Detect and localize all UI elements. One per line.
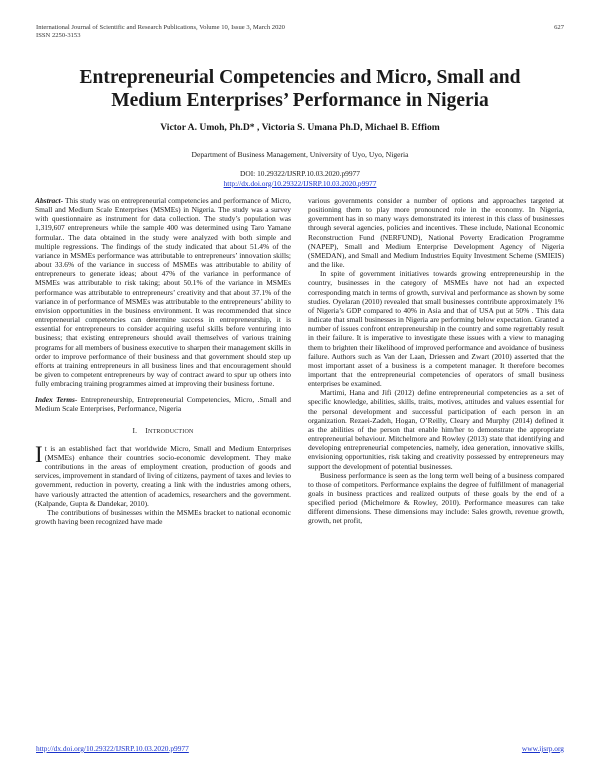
paper-title [40, 66, 560, 112]
body-paragraph-1: various governments consider a number of options and approaches targeted at positioning them to play more pronounced role in the economy. In Nigeria, government has in so many ways demonstrated its interest in this class of businesses through several agencies, policies and incentives. These include, National Economic Reconstruction Fund (NERFUND), National Poverty Eradication Programme (NAPEP), Small and Medium Enterprise Development Agency of Nigeria (SMEDAN), and Small and Medium Industries Equity Investment Scheme (SMIEIS) and the like. [308, 196, 564, 270]
abstract-label: Abstract- [35, 196, 64, 205]
keywords-label: Index Terms [35, 395, 75, 405]
page-footer [36, 744, 564, 753]
abstract [35, 196, 291, 388]
footer-doi-link[interactable]: http://dx.doi.org/10.29322/IJSRP.10.03.2020.p9977 [36, 744, 189, 753]
body-paragraph-2: In spite of government initiatives towards growing entrepreneurship in the country, businesses in the category of MSMEs have not had an expected corresponding match in terms of growth, survival and performance as shown by some studies. Oyelaran (2010) revealed that small businesses contribute approximately 1% of Nigeria’s GDP compared to 40% in Asia and that of USA put at 50% . This data indicate that small businesses in Nigeria are performing below expectation. Granted a number of issues confront entrepreneurship in the country and some regrettably result in their failure. It is imperative to investigate these issues with a view to managing them to brighten their likelihood of improved performance and avoidance of business failure. Authors such as Van der Laan, Driessen and Zwart (2010) asserted that the most important asset of a business is a competent manager. It therefore becomes important that the entrepreneurial competencies of operators of small business enterprises be examined. [308, 269, 564, 389]
drop-cap: I [35, 441, 43, 467]
doi-block [40, 169, 560, 188]
section-heading-introduction: I. INTRODUCTION [132, 425, 194, 435]
doi-text: DOI: 10.29322/IJSRP.10.03.2020.p9977 [240, 169, 360, 178]
footer-site-link[interactable]: www.ijsrp.org [521, 744, 564, 753]
right-column [308, 196, 564, 526]
affiliation: Department of Business Management, University of Uyo, Uyo, Nigeria [191, 150, 409, 159]
doi-link[interactable]: http://dx.doi.org/10.29322/IJSRP.10.03.2020.p9977 [223, 178, 377, 188]
body-paragraph-3: Martimi, Hana and Jifi (2012) define entrepreneurial competencies as a set of specific knowledge, abilities, skills, traits, motives, attitudes and values essential for the personal development and successful participation of each person in an organization. Rezaei-Zadeh, Hogan, O’Reilly, Cleary and Murphy (2014) defined it as the abilities of the person that enable him/her to demonstrate the appropriate entrepreneurial behaviour. Mitchelmore and Rowley (2013) state that identifying and developing entrepreneurial competencies, namely, idea generation, innovative skills, envisioning opportunities, risk taking and creativity possessed by entrepreneurs may support the development of potential businesses. [308, 388, 564, 471]
abstract-text: This study was on entrepreneurial competencies and performance of Micro, Small and Medium Scale Enterprises (MSMEs) in Nigeria. The study was a survey with questionnaire as instrument for data collection. The study’s population was 1,319,607 entrepreneurs while the sample 400 was determined using Taro Yamane formular.. The data obtained in the study were analyzed with both simple and multiple regressions. The findings of the study indicated that about 51.4% of the variance in MSMEs performance was attributable to entrepreneurs’ innovation skills; about 33.6% of the variance in success of MSMEs was attributable to ability of entrepreneurs to generate ideas; about 47% of the variance in performance of MSMEs was attributable to risk taking; about 50.1% of the variance in MSMEs performance was attributable to entrepreneurs’ creativity and that about 37.1% of the variance in of performance of MSMEs was attributable to the entrepreneurs’ ability to envision opportunities in the business environment. It was recommended that since entrepreneurial competencies can determine success in entrepreneurship, it is essential for entrepreneurs to consider acquiring useful skills before venturing into business; that existing entrepreneurs should avail themselves of various training programs for all members of business executive to sharpen their management skills in order to improve performance of their business and that government should step up efforts at training entrepreneurs in all business lines and that encouragement should be given to competent entrepreneurs by way of contract award to spur up others into fully embracing training programmes aimed at improving their business fortune. [35, 196, 291, 389]
journal-line: International Journal of Scientific and Research Publications, Volume 10, Issue 3, March 2020 [36, 24, 285, 31]
title-line-2: Medium Enterprises’ Performance in Nigeria [111, 90, 489, 111]
keywords-text: - Entrepreneurship, Entrepreneurial Competencies, Micro, .Small and Medium Scale Enterprises, Performance, Nigeria [35, 395, 291, 414]
authors: Victor A. Umoh, Ph.D* , Victoria S. Umana Ph.D, Michael B. Effiom [160, 122, 440, 133]
intro-paragraph-1: It is an established fact that worldwide Micro, Small and Medium Enterprises (MSMEs) enhance their countries socio-economic development. They make contributions in the areas of employment creation, production of goods and services, improvement in standard of living of citizens, payment of taxes and levies to government, reduction in poverty, creating a link with the industries among others, have variously attracted the attention of academics, researchers and the government. (Kalpande, Gupta & Dandekar, 2010). [35, 441, 291, 508]
issn: ISSN 2250-3153 [36, 32, 81, 39]
page-number: 627 [554, 24, 564, 31]
title-line-1: Entrepreneurial Competencies and Micro, Small and [79, 67, 521, 88]
journal-header [36, 24, 564, 40]
body-paragraph-4: Business performance is seen as the long term well being of a business compared to those of competitors. Performance explains the degree of fulfillment of managerial goals in business practices and realized outputs of these goals by the end of a specified period (Michelmore & Rowley, 2010). Performance measures can take different dimensions. These dimensions may include: Sales growth, revenue growth, growth, net profit, [308, 470, 564, 526]
left-column [35, 196, 291, 526]
keywords [35, 395, 291, 413]
intro-paragraph-2: The contributions of businesses within the MSMEs bracket to national economic growth having been recognized have made [35, 507, 291, 526]
